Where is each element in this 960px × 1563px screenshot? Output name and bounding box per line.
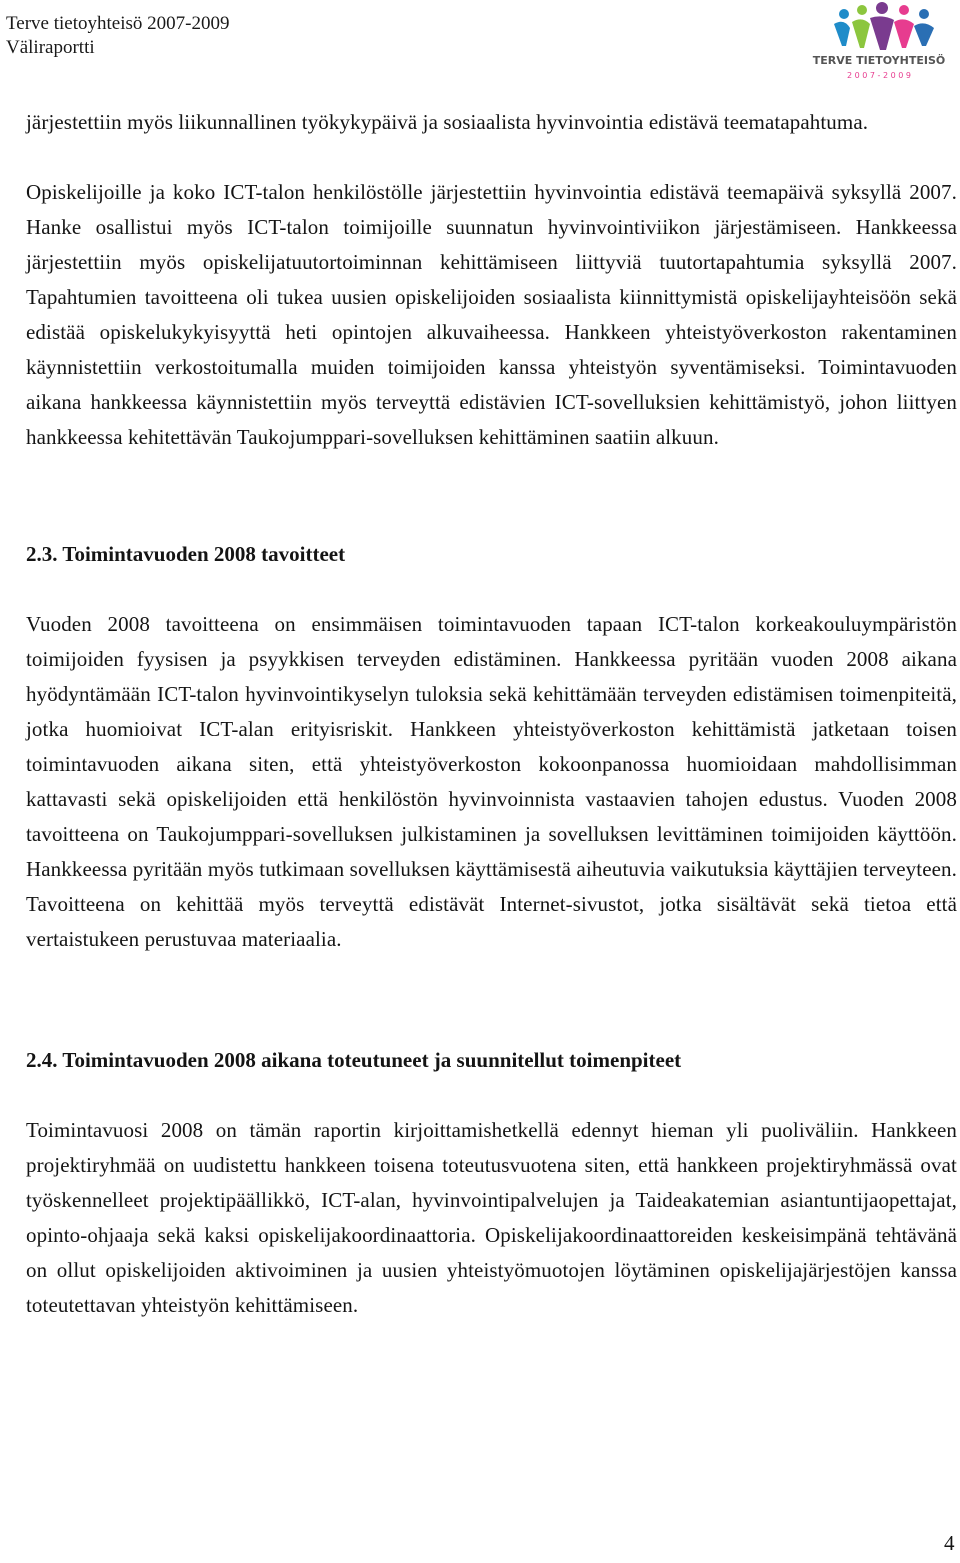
page-number: 4 [944, 1531, 955, 1555]
section-heading-2-4: 2.4. Toimintavuoden 2008 aikana toteutuneet ja suunnitellut toimenpiteet [26, 1048, 682, 1072]
terve-tietoyhteiso-logo [800, 2, 958, 82]
header-project-title: Terve tietoyhteisö 2007-2009 [6, 13, 230, 34]
header-report-type: Väliraportti [6, 37, 95, 58]
logo-name-text: TERVE TIETOYHTEISÖ [812, 54, 946, 67]
paragraph-goals-2008: Vuoden 2008 tavoitteena on ensimmäisen toimintavuoden tapaan ICT-talon korkeakouluympäristön toimijoiden fyysisen ja psyykkisen terveyden edistäminen. Hankkeessa pyritään vuoden 2008 aikana hyödyntämään ICT-talon hyvinvointikyselyn tuloksia sekä kehittämään terveyden edistämisen toimenpiteitä, jotka huomioivat ICT-alan erityisriskit. Hankkeen yhteistyöverkoston kehittämistä jatketaan toisen toimintavuoden aikana siten, että yhteistyöverkoston kokoonpanossa huomioidaan mahdollisimman kattavasti sekä opiskelijoiden että henkilöstön hyvinvoinnista vastaavien tahojen edustus. Vuoden 2008 tavoitteena on Taukojumppari-sovelluksen julkistaminen ja sovelluksen levittäminen toimijoiden käyttöön. Hankkeessa pyritään myös tutkimaan sovelluksen käyttämisestä aiheutuvia vaikutuksia käyttäjien terveyteen. Tavoitteena on kehittää myös terveyttä edistävät Internet-sivustot, jotka sisältävät sekä tietoa että vertaistukeen perustuvaa materiaalia. [26, 612, 957, 951]
report-body [26, 105, 957, 1323]
paragraph-actions-2008: Toimintavuosi 2008 on tämän raportin kirjoittamishetkellä edennyt hieman yli puoliväliin. Hankkeen projektiryhmää on uudistettu hankkeen toisena toteutusvuotena siten, että hankkeen projektiryhmässä ovat työskennelleet projektipäällikkö, ICT-alan, hyvinvointipalvelujen ja Taideakatemian asiantuntijaopettajat, opinto-ohjaaja sekä kaksi opiskelijakoordinaattoria. Opiskelijakoordinaattoreiden keskeisimpänä tehtävänä on ollut opiskelijoiden aktivoiminen ja uusien yhteistyömuotojen löytäminen opiskelijajärjestöjen kanssa toteutettavan yhteistyön kehittämiseen. [26, 1118, 957, 1317]
logo-years-text: 2 0 0 7 - 2 0 0 9 [847, 71, 911, 80]
paragraph-sports-day: järjestettiin myös liikunnallinen työkykypäivä ja sosiaalista hyvinvointia edistävä teematapahtuma. [26, 110, 869, 134]
people-figures-icon [834, 2, 934, 50]
page-header [6, 12, 229, 60]
paragraph-activities-2007: Opiskelijoille ja koko ICT-talon henkilöstölle järjestettiin hyvinvointia edistävä teemapäivä syksyllä 2007. Hanke osallistui myös ICT-talon toimijoille suunnatun hyvinvointiviikon järjestämiseen. Hankkeessa järjestettiin myös opiskelijatuutortoiminnan kehittämiseen liittyviä tuutortapahtumia syksyllä 2007. Tapahtumien tavoitteena oli tukea uusien opiskelijoiden sosiaalista kiinnittymistä opiskelijayhteisöön sekä edistää opiskelukykyisyyttä heti opintojen alkuvaiheessa. Hankkeen yhteistyöverkoston rakentaminen käynnistettiin verkostoitumalla muiden toimijoiden kanssa yhteistyön syventämiseksi. Toimintavuoden aikana hankkeessa käynnistettiin myös terveyttä edistävien ICT-sovelluksien kehittämistyö, johon liittyen hankkeessa kehitettävän Taukojumppari-sovelluksen kehittäminen saatiin alkuun. [26, 180, 957, 449]
section-heading-2-3: 2.3. Toimintavuoden 2008 tavoitteet [26, 542, 346, 566]
